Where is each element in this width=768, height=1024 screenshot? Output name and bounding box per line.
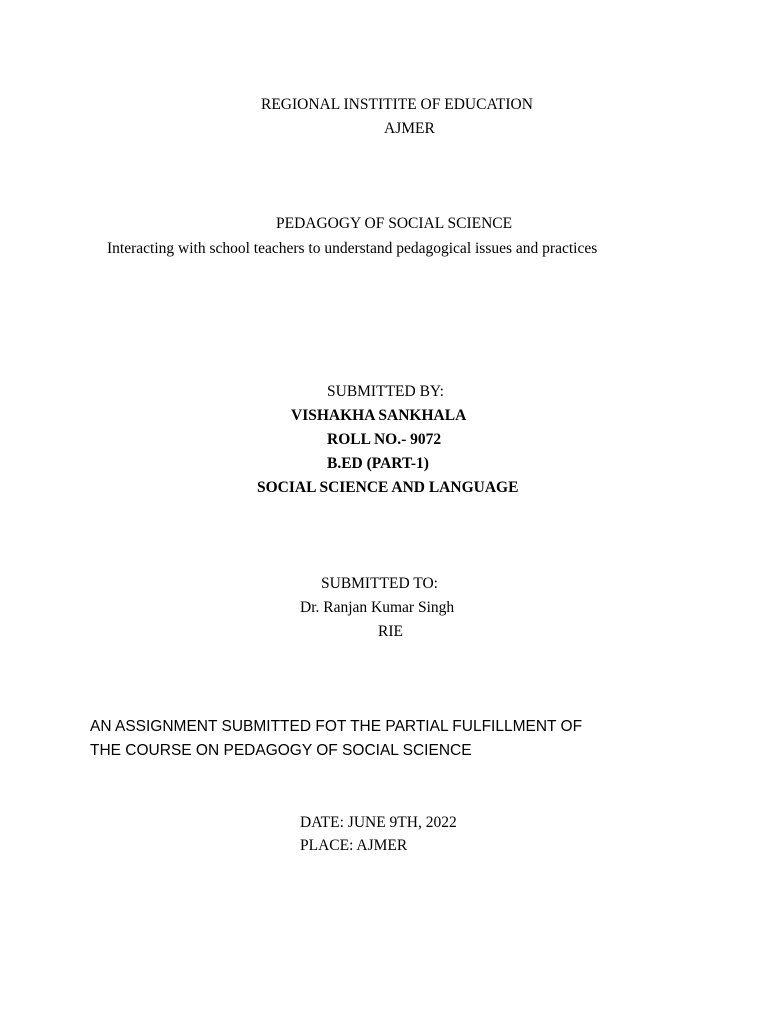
student-name: VISHAKHA SANKHALA bbox=[291, 407, 467, 424]
subjects: SOCIAL SCIENCE AND LANGUAGE bbox=[257, 479, 519, 496]
institute-city: AJMER bbox=[384, 120, 435, 137]
submission-place: PLACE: AJMER bbox=[300, 837, 408, 854]
course-subtitle: Interacting with school teachers to understand pedagogical issues and practices bbox=[107, 240, 598, 257]
institute-name: REGIONAL INSTITITE OF EDUCATION bbox=[261, 96, 533, 113]
supervisor-institution: RIE bbox=[378, 623, 403, 640]
supervisor-name: Dr. Ranjan Kumar Singh bbox=[300, 599, 455, 616]
roll-number: ROLL NO.- 9072 bbox=[327, 431, 442, 448]
statement-line-2: THE COURSE ON PEDAGOGY OF SOCIAL SCIENCE bbox=[90, 742, 472, 759]
submission-date: DATE: JUNE 9TH, 2022 bbox=[300, 814, 457, 831]
program-name: B.ED (PART-1) bbox=[327, 455, 429, 472]
submitted-to-heading: SUBMITTED TO: bbox=[321, 575, 438, 592]
statement-line-1: AN ASSIGNMENT SUBMITTED FOT THE PARTIAL FULFILLMENT OF bbox=[90, 718, 583, 735]
course-title: PEDAGOGY OF SOCIAL SCIENCE bbox=[276, 215, 513, 232]
submitted-by-heading: SUBMITTED BY: bbox=[327, 383, 444, 400]
